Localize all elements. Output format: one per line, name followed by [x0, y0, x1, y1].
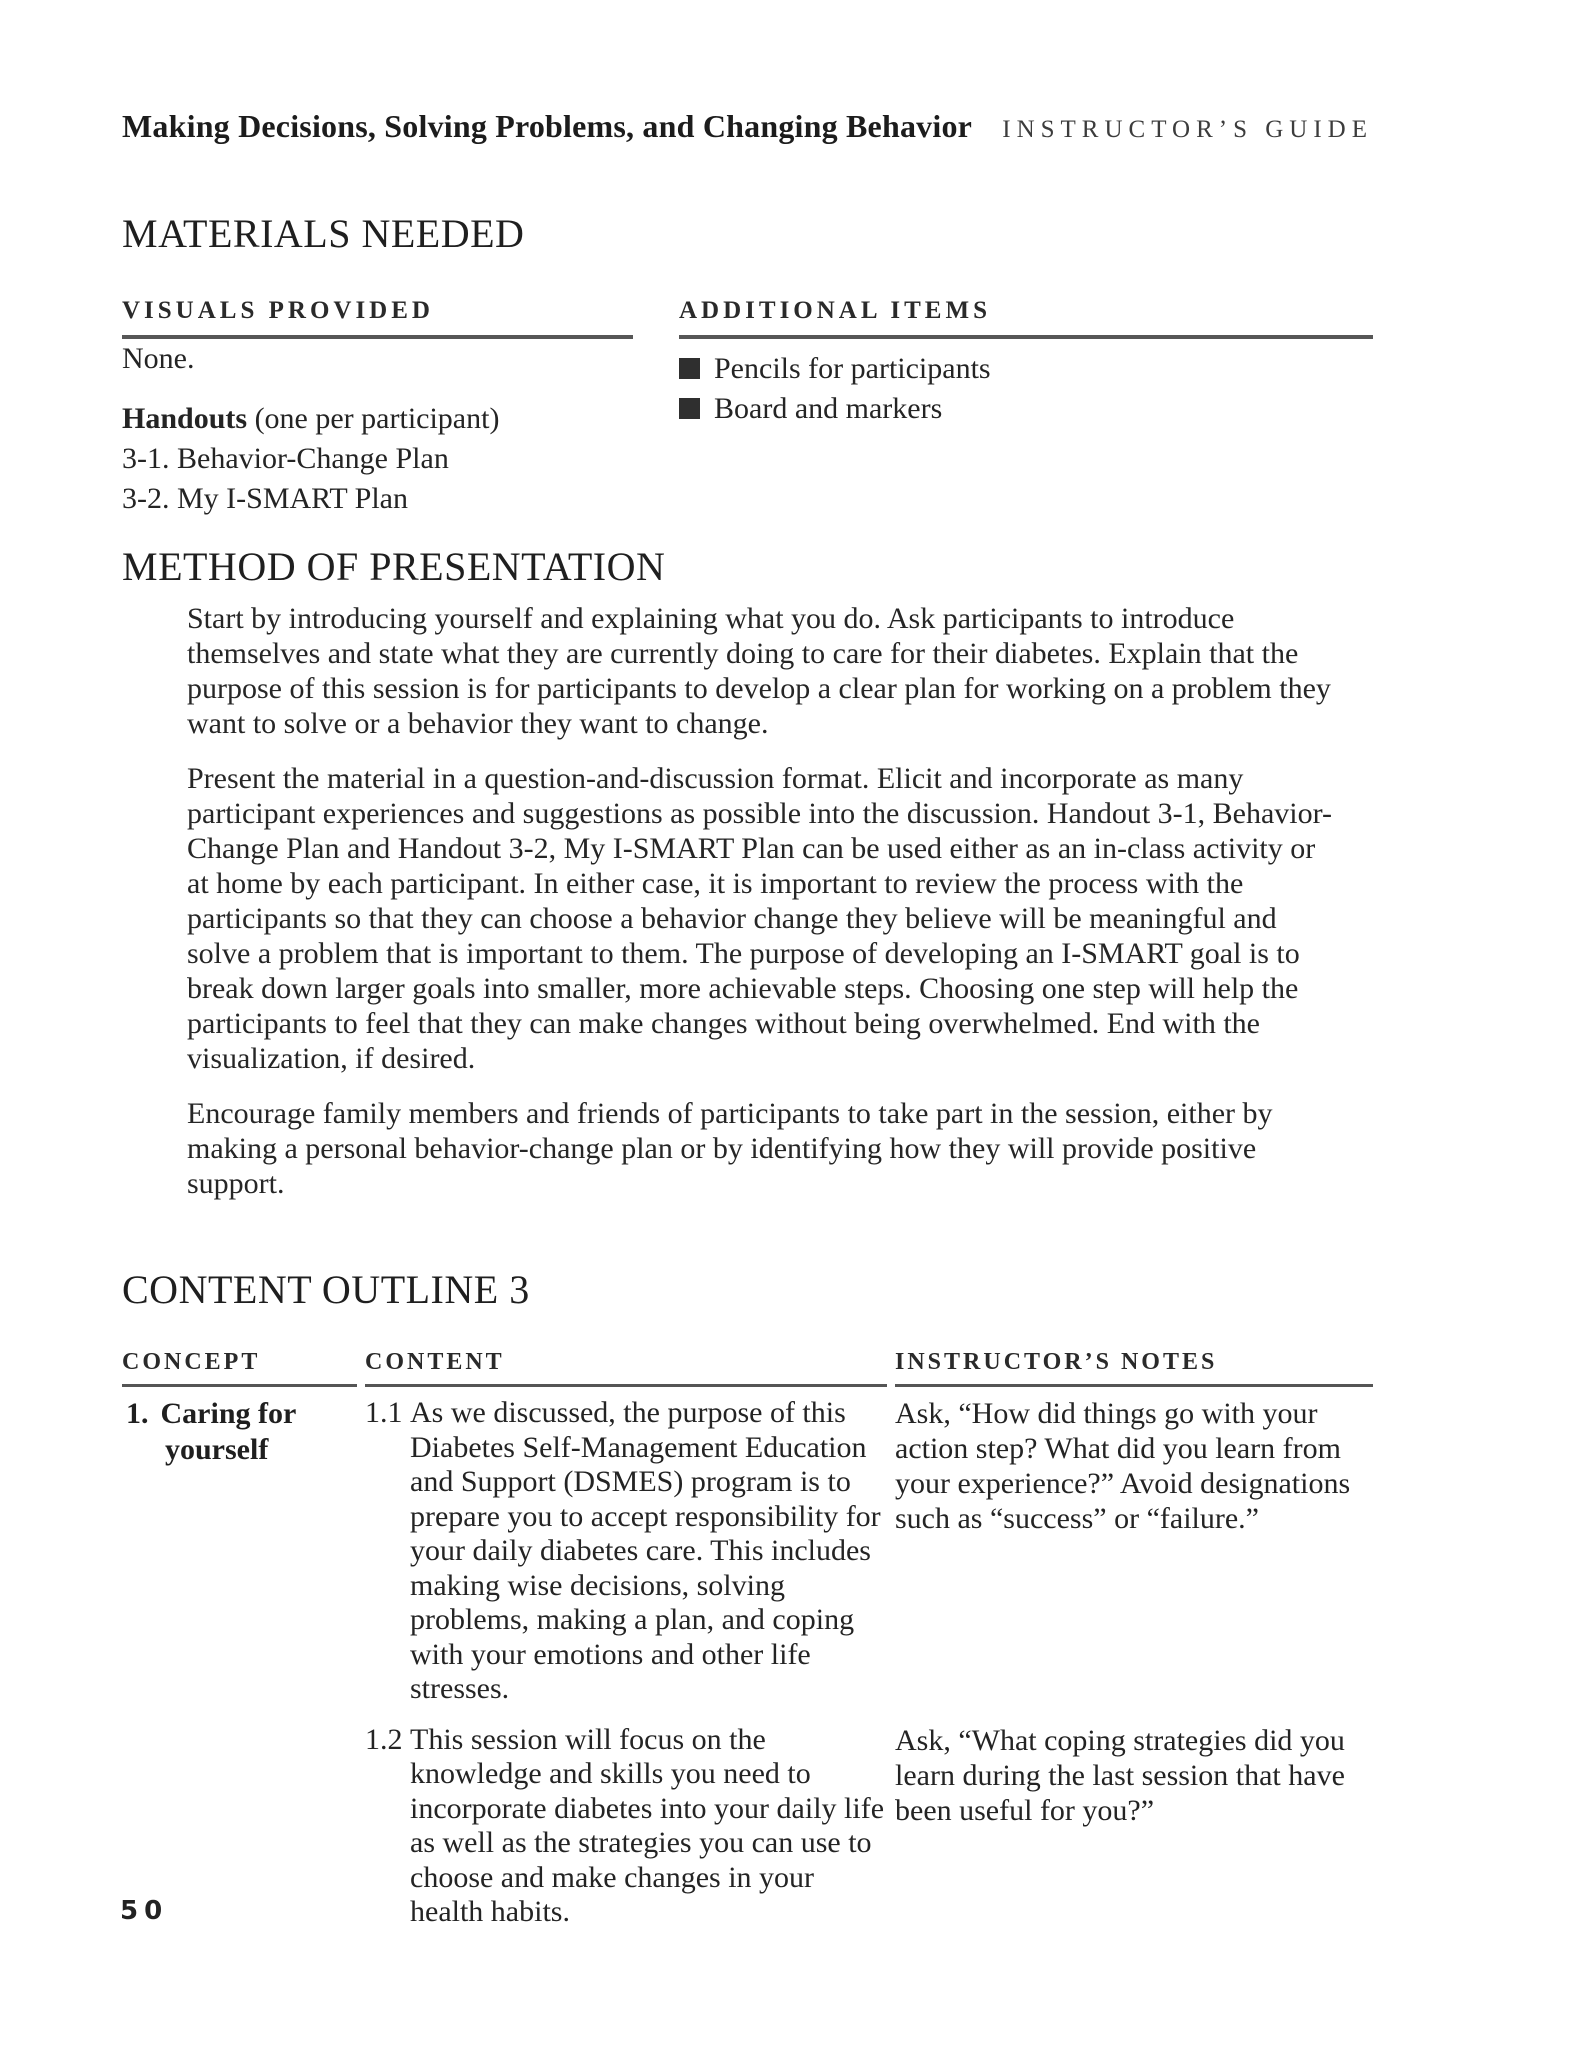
- instructor-note-2: [895, 1723, 1373, 1946]
- instructor-note-1: [895, 1396, 1373, 1723]
- handout-item: 3-1. Behavior-Change Plan: [122, 442, 449, 475]
- method-of-presentation-heading: METHOD OF PRESENTATION: [122, 544, 666, 589]
- square-bullet-icon: [679, 398, 700, 419]
- concept-text: Caring for: [160, 1397, 297, 1430]
- column-header-content: CONTENT: [365, 1348, 887, 1387]
- method-paragraph: Encourage family members and friends of participants to take part in the session, either by making a personal behavior-change plan or by identifying how they will provide positive support.: [187, 1097, 1273, 1200]
- content-item-1-2: [365, 1723, 895, 1946]
- materials-needed-section: [122, 212, 1373, 519]
- additional-items-list: [679, 349, 1373, 429]
- additional-items-column: [679, 297, 1373, 519]
- content-outline-heading: CONTENT OUTLINE 3: [122, 1267, 530, 1312]
- visuals-provided-heading: VISUALS PROVIDED: [122, 297, 633, 339]
- instructor-note-text: Ask, “What coping strategies did you learn during the last session that have been useful for you?”: [895, 1723, 1345, 1827]
- column-header-concept: CONCEPT: [122, 1348, 357, 1387]
- method-paragraph: Present the material in a question-and-discussion format. Elicit and incorporate as many participant experiences and suggestions as possible into the discussion. Handout 3-1, Behavior-Change Plan and Handout 3-2, My I-SMART Plan can be used either as an in-class activity or at home by each participant. In either case, it is important to review the process with the participants so that they can choose a behavior change they believe will be meaningful and solve a problem that is important to them. The purpose of developing an I-SMART goal is to break down larger goals into smaller, more achievable steps. Choosing one step will help the participants to feel that they can make changes without being overwhelmed. End with the visualization, if desired.: [187, 762, 1332, 1075]
- content-item-number: 1.1: [365, 1396, 403, 1429]
- content-item-text: As we discussed, the purpose of this Diabetes Self-Management Education and Support (DSMES) program is to prepare you to accept responsibility for your daily diabetes care. This includes making wise decisions, solving problems, making a plan, and coping with your emotions and other life stresses.: [410, 1396, 881, 1705]
- handouts-block: [122, 399, 633, 519]
- handouts-label: Handouts: [122, 402, 248, 435]
- materials-columns: [122, 297, 1373, 519]
- content-item-1-1: [365, 1396, 895, 1723]
- content-item-number: 1.2: [365, 1722, 403, 1756]
- running-header-title: Making Decisions, Solving Problems, and Changing Behavior: [122, 108, 973, 144]
- handouts-title-line: [122, 399, 633, 439]
- outline-table-header: [122, 1348, 1373, 1387]
- method-paragraph: Start by introducing yourself and explaining what you do. Ask participants to introduce themselves and state what they are currently doing to care for their diabetes. Explain that the purpose of this session is for participants to develop a clear plan for working on a problem they want to solve or a behavior they want to change.: [187, 602, 1331, 740]
- list-item: [679, 389, 1373, 429]
- concept-line: yourself: [165, 1433, 269, 1466]
- method-of-presentation-section: [122, 545, 1373, 1221]
- square-bullet-icon: [679, 358, 700, 379]
- additional-item-label: Board and markers: [714, 392, 943, 425]
- visuals-none-text: None.: [122, 342, 195, 375]
- content-item-text: This session will focus on the knowledge and skills you need to incorporate diabetes into your daily life as well as the strategies you can use to choose and make changes in your health habits.: [410, 1722, 885, 1928]
- materials-needed-heading: MATERIALS NEEDED: [122, 211, 525, 256]
- column-header-instructors-notes: INSTRUCTOR’S NOTES: [895, 1348, 1373, 1387]
- list-item: [679, 349, 1373, 389]
- concept-cell: [122, 1396, 365, 1946]
- handout-item: 3-2. My I-SMART Plan: [122, 482, 408, 515]
- handouts-sublabel: (one per participant): [247, 402, 500, 435]
- running-header-guide-label: INSTRUCTOR’S GUIDE: [1002, 116, 1373, 143]
- concept-line: [122, 1396, 365, 1432]
- additional-item-label: Pencils for participants: [714, 352, 991, 385]
- concept-number: 1.: [126, 1397, 149, 1430]
- outline-table-body: [122, 1396, 1373, 1946]
- instructor-note-text: Ask, “How did things go with your action step? What did you learn from your experience?” Avoid designations such as “success” or “failure.”: [895, 1397, 1351, 1535]
- content-outline-section: [122, 1268, 1373, 1946]
- running-header: [122, 108, 1373, 145]
- visuals-provided-column: [122, 297, 633, 519]
- page-number: 50: [120, 1896, 169, 1926]
- additional-items-heading: ADDITIONAL ITEMS: [679, 297, 1373, 339]
